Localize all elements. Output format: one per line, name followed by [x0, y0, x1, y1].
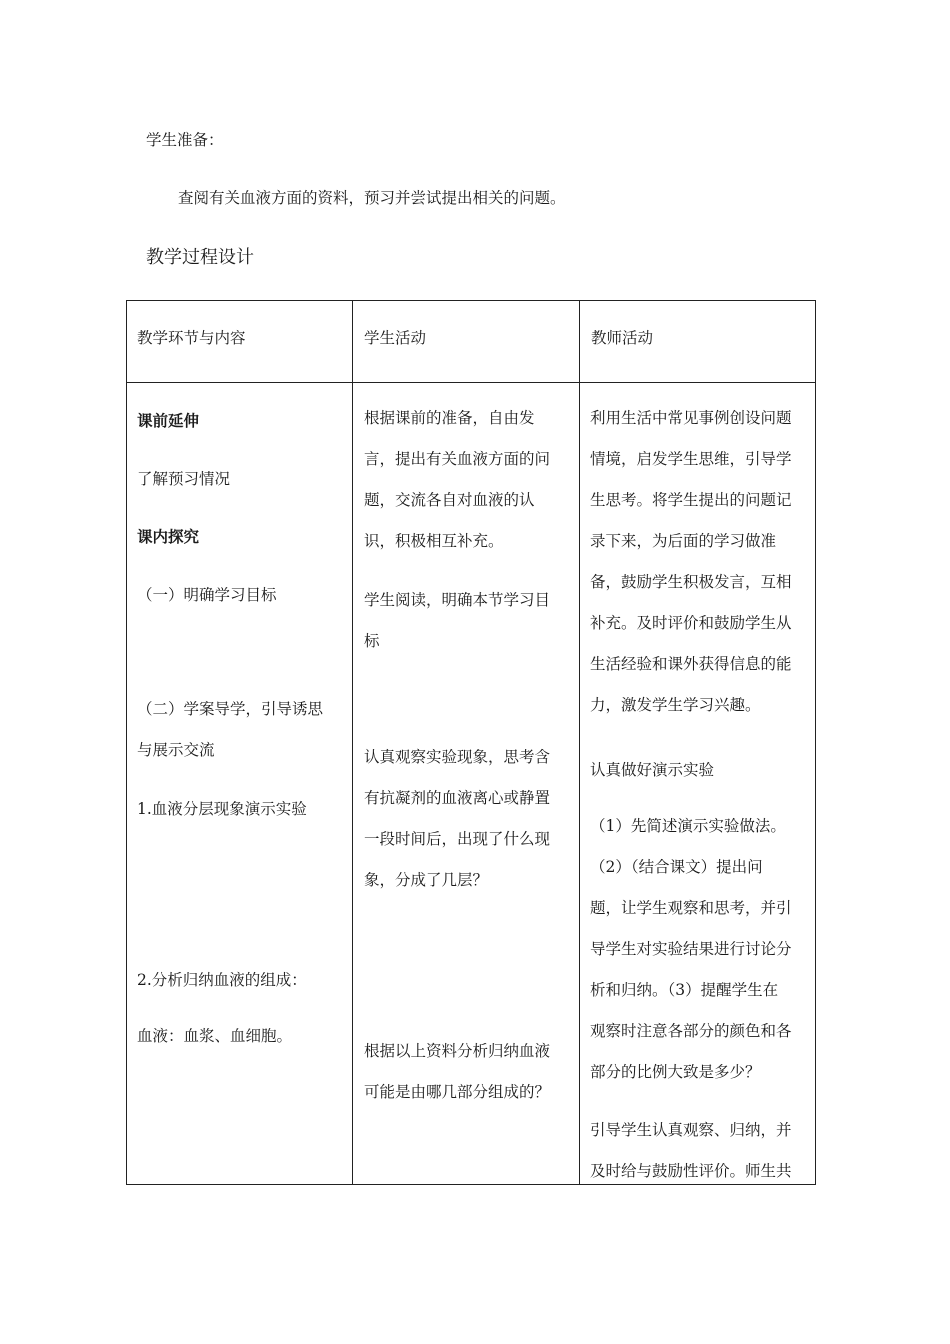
text-line: 及时给与鼓励性评价。师生共 — [590, 1162, 792, 1180]
text-line: （2）（结合课文）提出问 — [590, 858, 763, 876]
text-line: 部分的比例大致是多少？ — [590, 1063, 761, 1081]
text-line: 标 — [364, 632, 380, 650]
text-line: 备，鼓励学生积极发言，互相 — [590, 573, 792, 591]
text-line: 观察时注意各部分的颜色和各 — [590, 1022, 792, 1040]
text-line: 识，积极相互补充。 — [364, 532, 504, 550]
prep-text: 查阅有关血液方面的资料，预习并尝试提出相关的问题。 — [178, 189, 566, 207]
text-line: 题，让学生观察和思考，并引 — [590, 899, 792, 917]
text-line: 认真观察实验现象，思考含 — [364, 748, 551, 766]
text-line: 生活经验和课外获得信息的能 — [590, 655, 792, 673]
text-line: 可能是由哪几部分组成的？ — [364, 1083, 551, 1101]
text-line: 补充。及时评价和鼓励学生从 — [590, 614, 792, 632]
step-2-line-1: （二）学案导学，引导诱思 — [137, 700, 324, 718]
header-teacher: 教师活动 — [591, 329, 654, 347]
teacher-activity-3 — [590, 806, 792, 1093]
teacher-activity-1 — [590, 398, 792, 726]
text-line: 象，分成了几层？ — [364, 871, 489, 889]
text-line: 题，交流各自对血液的认 — [364, 491, 535, 509]
teacher-activity-4 — [590, 1110, 792, 1192]
extend-title: 课前延伸 — [137, 411, 200, 430]
teacher-activity-2: 认真做好演示实验 — [590, 761, 715, 779]
text-line: 引导学生认真观察、归纳，并 — [590, 1121, 792, 1139]
header-row-divider — [126, 382, 816, 383]
text-line: 力，激发学生学习兴趣。 — [590, 696, 761, 714]
text-line: 析和归纳。（3）提醒学生在 — [590, 981, 779, 999]
column-divider — [352, 300, 353, 1185]
text-line: 根据以上资料分析归纳血液 — [364, 1042, 551, 1060]
section-title: 教学过程设计 — [146, 247, 254, 268]
text-line: 录下来，为后面的学习做准 — [590, 532, 777, 550]
header-content: 教学环节与内容 — [137, 329, 246, 347]
step-2-line-2: 与展示交流 — [137, 741, 215, 759]
text-line: 情境，启发学生思维，引导学 — [590, 450, 792, 468]
text-line: 导学生对实验结果进行讨论分 — [590, 940, 792, 958]
header-student: 学生活动 — [364, 329, 427, 347]
text-line: 生思考。将学生提出的问题记 — [590, 491, 792, 509]
inquiry-title: 课内探究 — [137, 527, 200, 546]
item-3: 血液：血浆、血细胞。 — [137, 1027, 293, 1045]
text-line: 有抗凝剂的血液离心或静置 — [364, 789, 551, 807]
student-activity-1 — [364, 398, 550, 562]
student-activity-2 — [364, 580, 550, 662]
text-line: 学生阅读，明确本节学习目 — [364, 591, 551, 609]
item-1: 1.血液分层现象演示实验 — [137, 800, 307, 818]
text-line: 言，提出有关血液方面的问 — [364, 450, 551, 468]
text-line: 利用生活中常见事例创设问题 — [590, 409, 792, 427]
column-divider — [579, 300, 580, 1185]
item-2: 2.分析归纳血液的组成： — [137, 971, 307, 989]
text-line: （1）先简述演示实验做法。 — [590, 817, 786, 835]
prep-label: 学生准备： — [146, 131, 224, 149]
extend-item: 了解预习情况 — [137, 470, 231, 488]
text-line: 根据课前的准备，自由发 — [364, 409, 535, 427]
step-1: （一）明确学习目标 — [137, 586, 277, 604]
student-activity-4 — [364, 1031, 550, 1113]
student-activity-3 — [364, 737, 550, 901]
text-line: 一段时间后，出现了什么现 — [364, 830, 551, 848]
